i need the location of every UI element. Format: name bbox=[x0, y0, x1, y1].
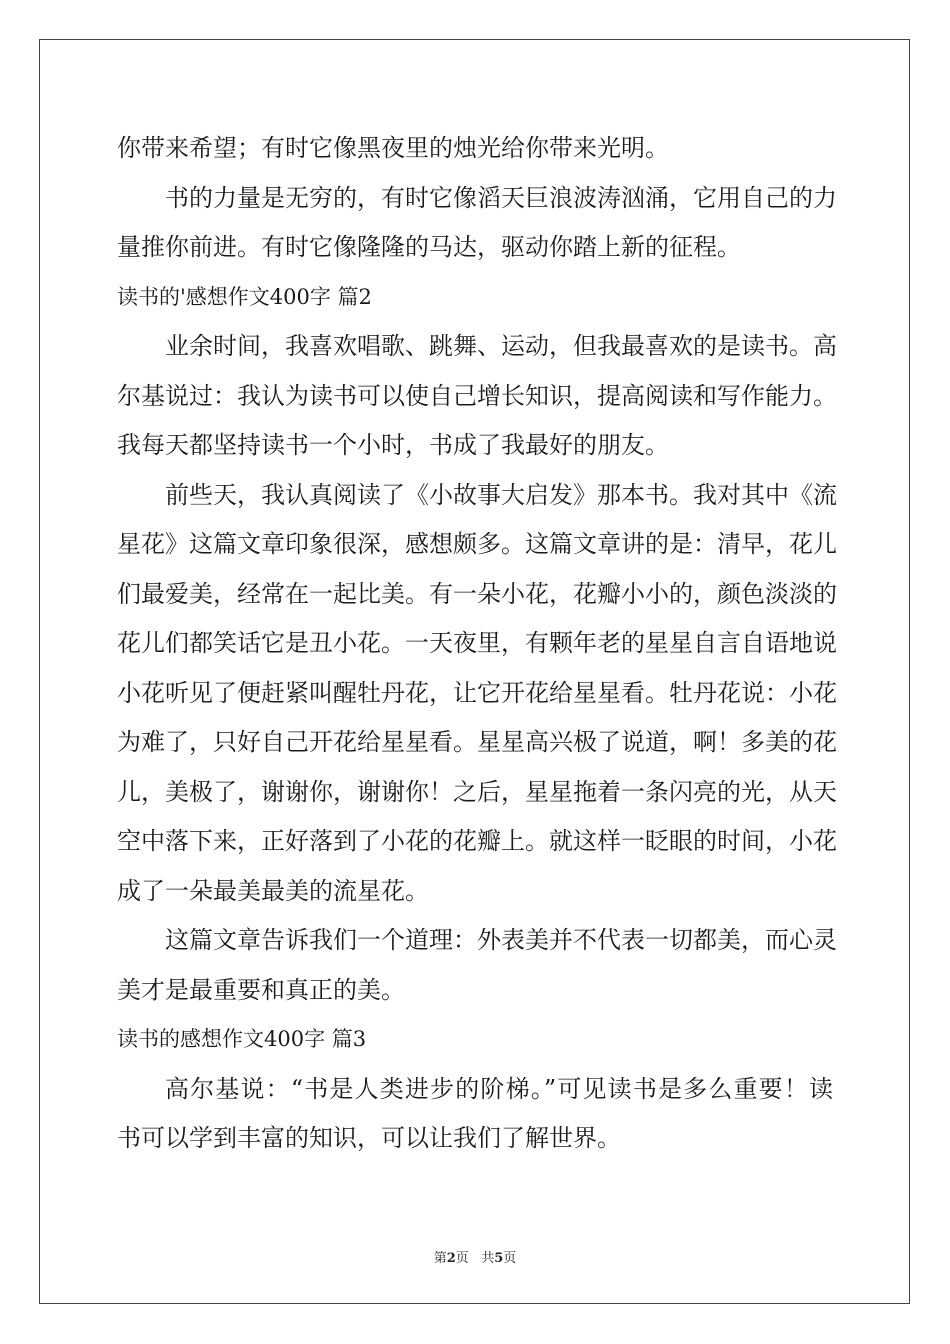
text-line: 花儿们都笑话它是丑小花。一天夜里，有颗年老的星星自言自语地说 bbox=[117, 629, 837, 657]
text-line: 书的力量是无穷的，有时它像滔天巨浪波涛汹涌，它用自己的力 bbox=[165, 183, 837, 212]
page-label-suffix: 页 bbox=[455, 1251, 469, 1266]
text-line: 空中落下来，正好落到了小花的花瓣上。就这样一眨眼的时间，小花 bbox=[117, 827, 837, 855]
total-prefix: 共 bbox=[481, 1251, 495, 1266]
text-line: 我每天都坚持读书一个小时，书成了我最好的朋友。 bbox=[117, 431, 669, 459]
section-heading: 读书的感想作文400字 篇3 bbox=[117, 1027, 367, 1051]
text-line: 量推你前进。有时它像隆隆的马达，驱动你踏上新的征程。 bbox=[117, 233, 741, 261]
text-line: 儿，美极了，谢谢你，谢谢你！之后，星星拖着一条闪亮的光，从天 bbox=[117, 777, 837, 806]
section-heading: 读书的'感想作文400字 篇2 bbox=[117, 284, 372, 309]
text-line: 业余时间，我喜欢唱歌、跳舞、运动，但我最喜欢的是读书。高 bbox=[165, 332, 837, 360]
document-body bbox=[117, 124, 837, 1164]
total-suffix: 页 bbox=[503, 1251, 517, 1266]
text-line: 小花听见了便赶紧叫醒牡丹花，让它开花给星星看。牡丹花说：小花 bbox=[117, 678, 837, 707]
text-line: 成了一朵最美最美的流星花。 bbox=[117, 876, 429, 905]
text-line: 这篇文章告诉我们一个道理：外表美并不代表一切都美，而心灵 bbox=[165, 926, 837, 954]
text-line: 高尔基说：“书是人类进步的阶梯。”可见读书是多么重要！读 bbox=[165, 1074, 833, 1103]
page-label-prefix: 第 bbox=[433, 1251, 447, 1266]
text-line: 美才是最重要和真正的美。 bbox=[117, 975, 405, 1004]
text-line: 为难了，只好自己开花给星星看。星星高兴极了说道，啊！多美的花 bbox=[117, 728, 837, 756]
text-line: 们最爱美，经常在一起比美。有一朵小花，花瓣小小的，颜色淡淡的 bbox=[117, 579, 837, 608]
total-pages: 5 bbox=[494, 1251, 504, 1266]
text-line: 尔基说过：我认为读书可以使自己增长知识，提高阅读和写作能力。 bbox=[117, 381, 837, 410]
page-number: 2 bbox=[446, 1251, 456, 1266]
text-line: 前些天，我认真阅读了《小故事大启发》那本书。我对其中《流 bbox=[165, 480, 837, 509]
text-line: 书可以学到丰富的知识，可以让我们了解世界。 bbox=[117, 1124, 621, 1152]
page-footer bbox=[0, 1247, 950, 1266]
text-line: 星花》这篇文章印象很深，感想颇多。这篇文章讲的是：清早，花儿 bbox=[117, 530, 837, 558]
text-line: 你带来希望；有时它像黑夜里的烛光给你带来光明。 bbox=[117, 134, 669, 162]
